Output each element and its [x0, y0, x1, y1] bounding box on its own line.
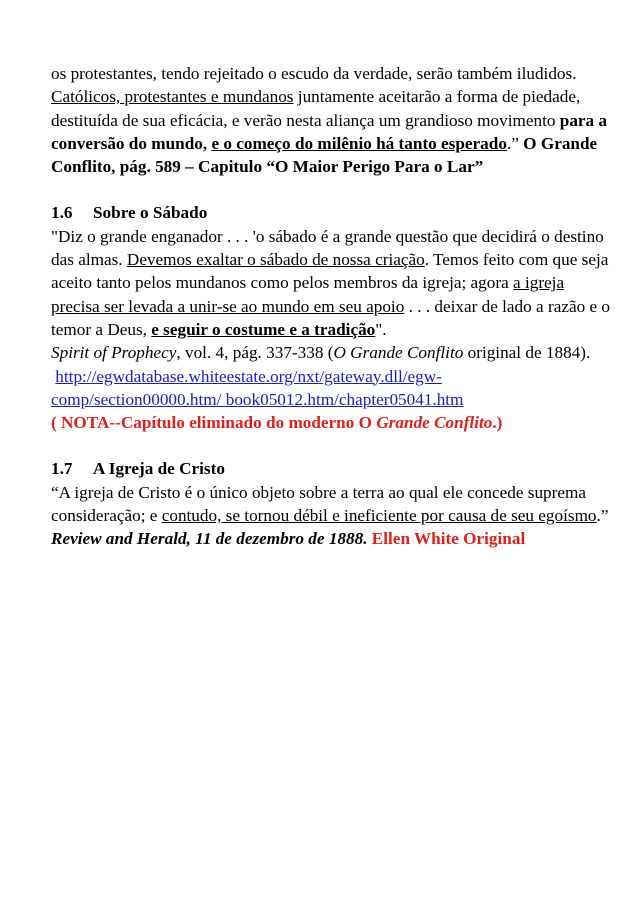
red-label: Ellen White Original [367, 529, 526, 549]
text: . Temos feito com que seja aceito tanto pelos mundanos como pelos membros da igreja; agora [51, 250, 609, 293]
text: “A igreja de Cristo é o único objeto sobre a terra ao qual ele concede suprema consideração; e [51, 482, 586, 526]
cited-work: Review and Herald, 11 de dezembro de 1888. [51, 529, 368, 549]
underlined-text: Devemos exaltar o sábado de nossa criação [126, 250, 425, 270]
bold-text: para a conversão do mundo, [51, 110, 608, 153]
section-heading-1-6 [51, 201, 611, 224]
link-line-1[interactable]: http://egwdatabase.whiteestate.org/nxt/gateway.dll/egw- [55, 366, 442, 386]
text: .” [506, 133, 519, 153]
text: original de 1884). [463, 343, 591, 363]
underlined-text: Católicos, protestantes e mundanos [51, 87, 294, 107]
underlined-text: a igreja precisa ser levada a unir-se ao mundo em seu apoio [51, 273, 565, 316]
text: .) [492, 413, 503, 433]
citation-spirit-of-prophecy [51, 341, 611, 364]
quote-igreja-de-cristo [51, 481, 611, 528]
source-link[interactable] [51, 365, 611, 412]
text: ". [375, 319, 387, 339]
section-number: 1.6 [51, 203, 73, 223]
nota-eliminated-chapter [51, 411, 611, 434]
paragraph-grande-conflito-589 [51, 62, 611, 178]
bold-underlined-text: e o começo do milênio há tanto esperado [211, 133, 507, 153]
section-number: 1.7 [51, 459, 73, 479]
text: .” [596, 506, 609, 526]
text: "Diz o grande enganador . . . 'o sábado é a grande questão que decidirá o destino das almas. [51, 226, 604, 270]
underlined-text: contudo, se tornou débil e ineficiente por causa de seu egoísmo [161, 506, 597, 526]
text: , vol. 4, pág. 337-338 ( [176, 343, 334, 363]
source-citation: O Grande Conflito, pág. 589 – Capitulo “O Maior Perigo Para o Lar” [51, 133, 598, 177]
bold-underlined-text: e seguir o costume e a tradição [151, 319, 376, 339]
citation-review-and-herald [51, 527, 611, 550]
cited-work-title: O Grande Conflito [333, 343, 464, 363]
text: . . . deixar de lado a razão e o temor a Deus, [51, 296, 610, 339]
section-title: A Igreja de Cristo [93, 459, 225, 479]
italic-title: Grande Conflito [376, 413, 493, 433]
section-heading-1-7 [51, 457, 611, 480]
text: juntamente aceitarão a forma de piedade, destituída de sua eficácia, e verão nesta aliança um grandioso movimento [51, 87, 581, 130]
link-line-2[interactable]: comp/section00000.htm/ book05012.htm/chapter05041.htm [51, 389, 464, 409]
section-title: Sobre o Sábado [93, 203, 208, 223]
text: ( NOTA--Capítulo eliminado do moderno O [51, 413, 377, 433]
document-page [51, 62, 611, 551]
cited-work-title: Spirit of Prophecy [51, 343, 177, 363]
quote-sabado [51, 225, 611, 341]
text: os protestantes, tendo rejeitado o escudo da verdade, serão também iludidos. [51, 64, 577, 83]
